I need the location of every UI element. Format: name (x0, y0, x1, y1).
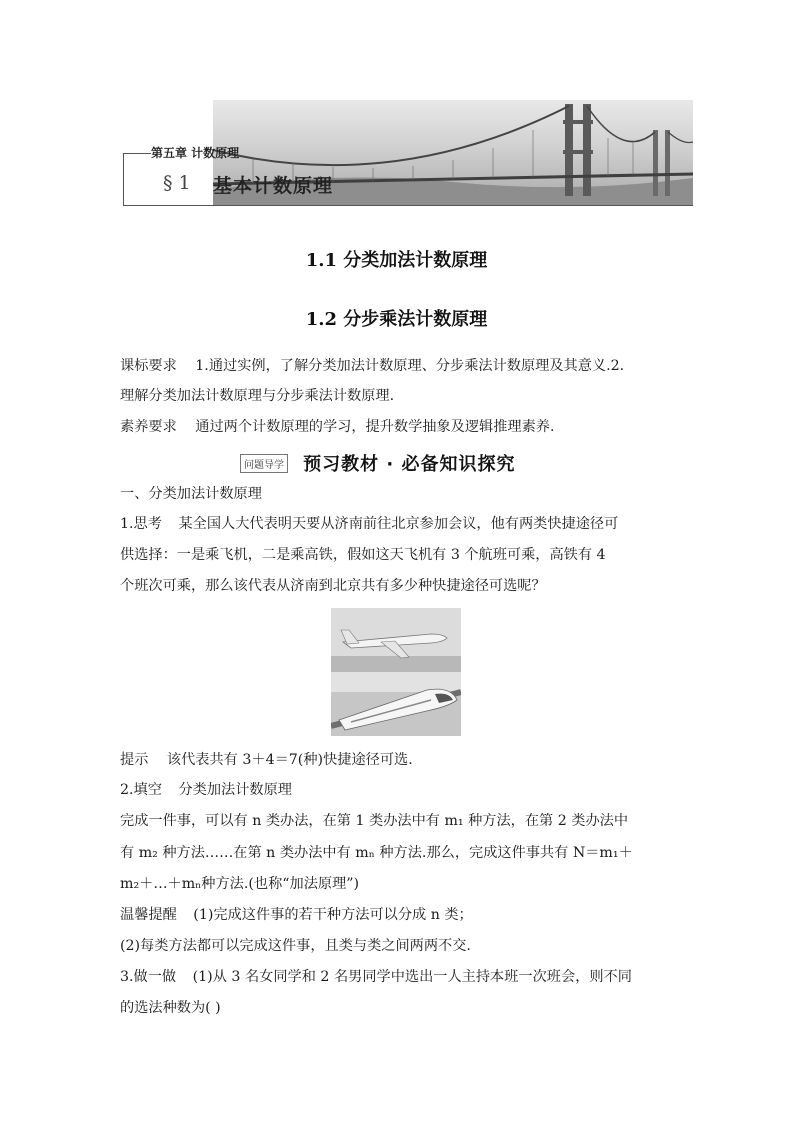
curriculum-text-line2: 理解分类加法计数原理与分步乘法计数原理. (120, 388, 395, 404)
tip-paragraph (120, 905, 473, 925)
subsection-title-1-2: 1.2 分步乘法计数原理 (305, 309, 488, 330)
think-paragraph (120, 514, 618, 534)
banner-rule-left (123, 153, 124, 205)
fill-label: 2.填空 (120, 782, 162, 798)
think-line2: 供选择：一是乘飞机，二是乘高铁，假如这天飞机有 3 个航班可乘，高铁有 4 (120, 547, 606, 563)
guide-title: 预习教材 · 必备知识探究 (303, 454, 516, 475)
try-line1: (1)从 3 名女同学和 2 名男同学中选出一人主持本班一次班会，则不同 (192, 969, 632, 985)
hint-paragraph (120, 750, 413, 770)
fill-line3: m₂＋…＋mₙ种方法.(也称“加法原理”) (120, 876, 360, 892)
try-line2: 的选法种数为( ) (120, 1000, 221, 1016)
guide-tag: 问题导学 (240, 454, 288, 473)
fill-line1: 完成一件事，可以有 n 类办法，在第 1 类办法中有 m₁ 种方法，在第 2 类办法中 (120, 813, 629, 829)
airplane-train-photo (331, 608, 461, 736)
literacy-text: 通过两个计数原理的学习，提升数学抽象及逻辑推理素养. (195, 419, 555, 435)
literacy-requirement (120, 417, 554, 437)
guide-header (240, 450, 515, 474)
part1-heading: 一、分类加法计数原理 (120, 486, 262, 502)
chapter-banner (123, 100, 693, 206)
try-label: 3.做一做 (120, 969, 177, 985)
tip-label: 温馨提醒 (120, 907, 177, 923)
curriculum-text: 1.通过实例，了解分类加法计数原理、分步乘法计数原理及其意义.2. (195, 358, 625, 374)
hint-label: 提示 (120, 752, 149, 768)
think-label: 1.思考 (120, 516, 162, 532)
section-title: 基本计数原理 (213, 175, 334, 197)
banner-rule-bottom (123, 205, 693, 206)
think-line1: 某全国人大代表明天要从济南前往北京参加会议，他有两类快捷途径可 (178, 516, 619, 532)
try-paragraph (120, 967, 632, 987)
literacy-label: 素养要求 (120, 419, 177, 435)
fill-line2: 有 m₂ 种方法……在第 n 类办法中有 mₙ 种方法.那么，完成这件事共有 N＝m₁＋ (120, 845, 633, 861)
hint-text: 该代表共有 3＋4＝7(种)快捷途径可选. (166, 752, 413, 768)
section-number: § 1 (163, 172, 191, 194)
curriculum-label: 课标要求 (120, 358, 177, 374)
tip-line1: (1)完成这件事的若干种方法可以分成 n 类； (193, 907, 473, 923)
subsection-title-1-1: 1.1 分类加法计数原理 (305, 250, 488, 271)
curriculum-requirement (120, 356, 624, 376)
fill-title: 分类加法计数原理 (178, 782, 292, 798)
think-line3: 个班次可乘，那么该代表从济南到北京共有多少种快捷途径可选呢？ (120, 578, 546, 594)
chapter-title: 第五章 计数原理 (151, 146, 240, 160)
tip-line2: (2)每类方法都可以完成这件事，且类与类之间两两不交. (120, 938, 471, 954)
fill-heading (120, 780, 292, 800)
banner-rule-top (123, 153, 151, 154)
